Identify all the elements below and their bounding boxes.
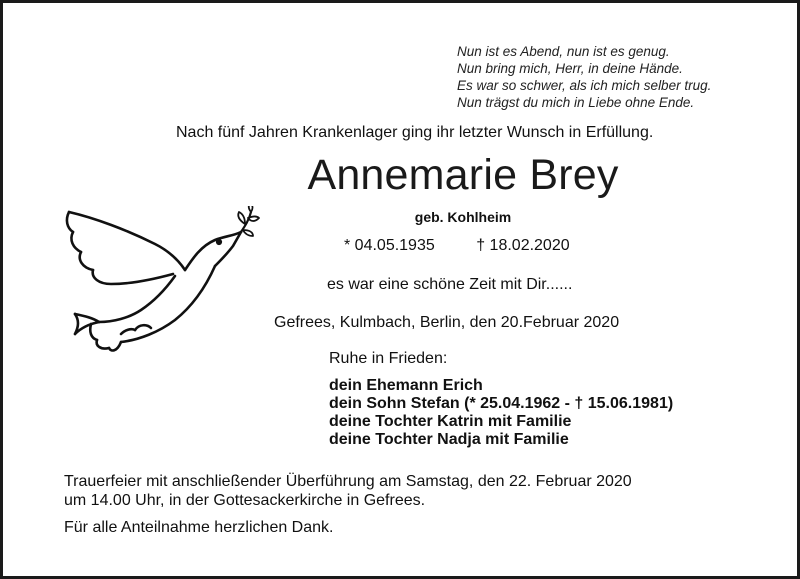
family-member: deine Tochter Nadja mit Familie [329,431,569,448]
family-member: dein Ehemann Erich [329,377,483,394]
deceased-name: Annemarie Brey [307,151,619,199]
dove-with-olive-branch-icon [55,206,267,356]
life-dates [344,237,570,255]
funeral-line: Trauerfeier mit anschließender Überführung am Samstag, den 22. Februar 2020 [64,473,632,490]
poem-line: Nun ist es Abend, nun ist es genug. [457,44,670,59]
thanks-text: Für alle Anteilnahme herzlichen Dank. [64,519,334,536]
poem-line: Nun bring mich, Herr, in deine Hände. [457,61,683,76]
birth-name: geb. Kohlheim [414,209,512,225]
funeral-notice [64,472,632,510]
poem-line: Nun trägst du mich in Liebe ohne Ende. [457,95,695,110]
family-member: dein Sohn Stefan (* 25.04.1962 - † 15.06.1981) [329,395,674,412]
funeral-line: um 14.00 Uhr, in der Gottesackerkirche in Gefrees. [64,492,426,509]
rest-in-peace: Ruhe in Frieden: [329,350,448,367]
death-date: † 18.02.2020 [476,237,570,254]
intro-text: Nach fünf Jahren Krankenlager ging ihr letzter Wunsch in Erfüllung. [176,124,654,141]
family-list [329,377,673,449]
place-date: Gefrees, Kulmbach, Berlin, den 20.Februar 2020 [274,314,620,331]
quote-text: es war eine schöne Zeit mit Dir...... [327,276,573,293]
birth-date: * 04.05.1935 [344,237,435,254]
family-member: deine Tochter Katrin mit Familie [329,413,572,430]
poem [457,43,711,111]
poem-line: Es war so schwer, als ich mich selber trug. [457,78,712,93]
